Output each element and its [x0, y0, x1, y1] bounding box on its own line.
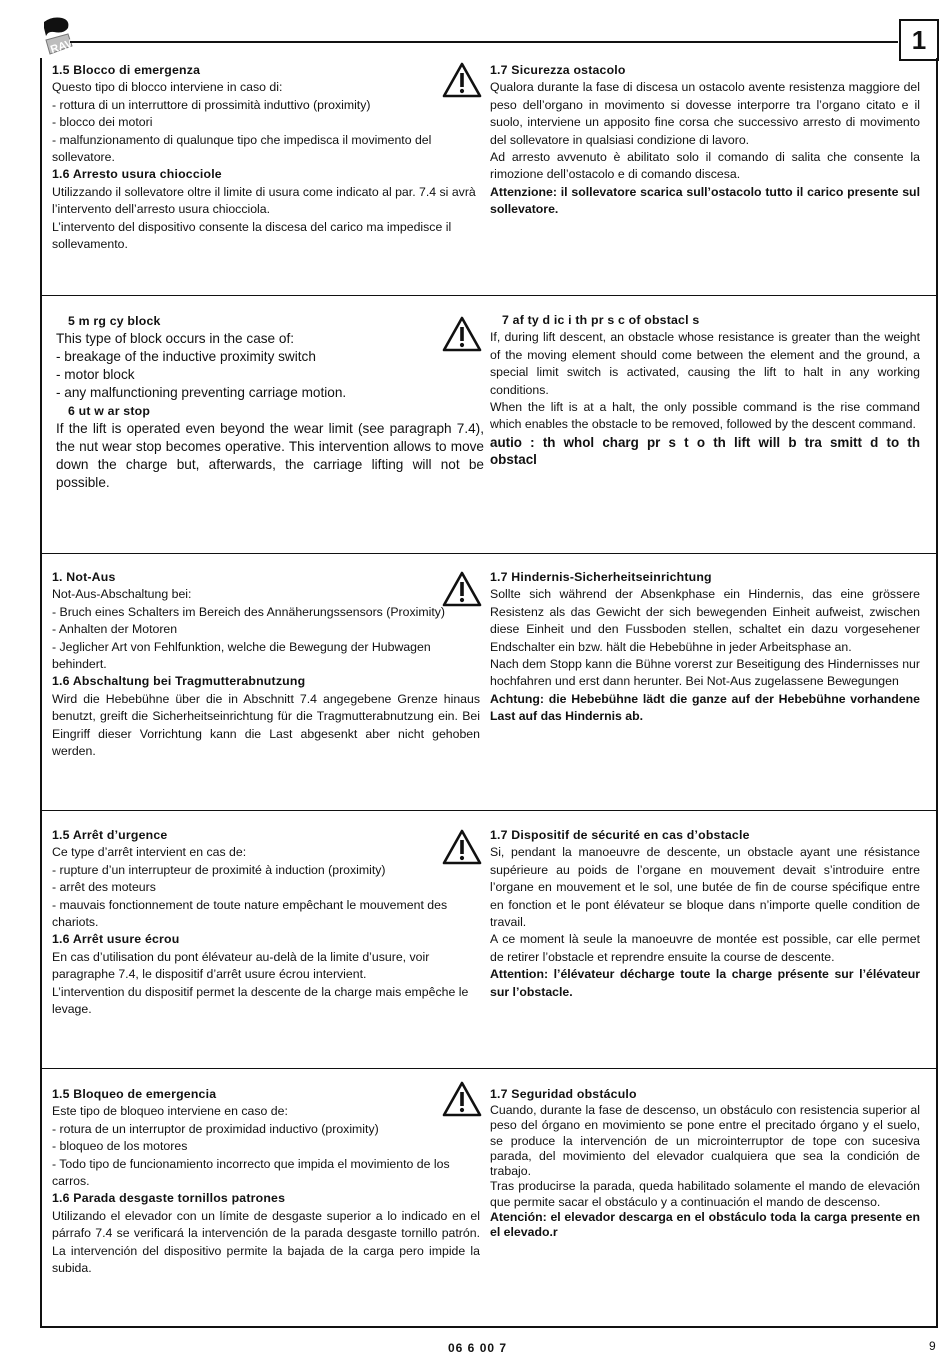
chapter-number-box	[899, 19, 939, 61]
text-line: - Bruch eines Schalters im Bereich des Annäherungssensors (Proximity)	[52, 604, 445, 619]
heading: 1.6 Parada desgaste tornillos patrones	[52, 1191, 286, 1206]
brand-logo-icon	[38, 14, 78, 58]
text-line: - motor block	[56, 367, 135, 382]
text-line: - blocco dei motori	[52, 115, 153, 130]
text-line: - mauvais fonctionnement de toute nature empêchant le mouvement des chariots.	[52, 897, 448, 930]
section-divider	[42, 295, 936, 296]
warning-note: Attention: l’élévateur décharge toute la charge présente sur l’élévateur sur l’obstacle.	[490, 967, 920, 999]
chapter-number: 1	[911, 24, 927, 55]
paragraph: Sollte sich während der Absenkphase ein Hindernis, das eine grössere Resistenz als das Gewicht der sich bewegenden Einheit aufweist, zwischen diese Einheit und den Fussboden stellen, schaltet ein dazu vorgesehener Endschalter ein bzw. hält die Hebebühne in jeder Arbeitsphase an.	[490, 587, 920, 654]
left-column	[52, 827, 480, 1018]
text-line: - rupture d’un interrupteur de proximité à induction (proximity)	[52, 862, 386, 877]
text-line: This type of block occurs in the case of:	[56, 331, 295, 346]
text-line: - malfunzionamento di qualunque tipo che impedisca il movimento del sollevatore.	[52, 132, 432, 165]
section-german	[42, 569, 938, 805]
paragraph: If the lift is operated even beyond the wear limit (see paragraph 7.4), the nut wear stop becomes operative. This intervention allows to move down the charge but, afterwards, the carriage lifting will not be possible.	[56, 421, 484, 490]
section-divider	[42, 1068, 936, 1069]
left-column	[52, 62, 480, 253]
section-spanish	[42, 1086, 938, 1322]
section-french	[42, 827, 938, 1063]
text-line: - rottura di un interruttore di prossimità induttivo (proximity)	[52, 97, 371, 112]
left-column	[52, 1086, 480, 1277]
section-italian	[42, 62, 938, 292]
heading: 1.7 Seguridad obstáculo	[490, 1087, 637, 1101]
warning-note: Achtung: die Hebebühne lädt die ganze auf der Hebebühne vorhandene Last auf das Hindernis ab.	[490, 691, 920, 724]
heading: 1.5 Bloqueo de emergencia	[52, 1087, 217, 1101]
text-line: - bloqueo de los motores	[52, 1139, 188, 1154]
heading: 1.5 Arrêt d’urgence	[52, 828, 168, 842]
heading: 1.6 Arresto usura chiocciole	[52, 167, 222, 182]
heading: 7 af ty d ic i th pr s c of obstacl s	[502, 313, 700, 327]
text-line: - breakage of the inductive proximity switch	[56, 349, 316, 364]
text-line: - arrêt des moteurs	[52, 880, 156, 895]
paragraph: Nach dem Stopp kann die Bühne vorerst zur Beseitigung des Hindernisses nur hochfahren und erst dann herunter. Bei Not-Aus zugelassene Bewegungen	[490, 657, 920, 689]
document-code: 06 6 00 7	[448, 1341, 508, 1355]
paragraph: Utilizando el elevador con un límite de desgaste superior a lo indicado en el párrafo 7.4 se verificará la intervención de la parada desgaste tornillo patrón. La intervención del dispositivo permite la bajada de la carga pero impide la subida.	[52, 1208, 480, 1276]
right-column	[490, 827, 920, 1001]
paragraph: A ce moment là seule la manoeuvre de montée est possible, car elle permet de retirer l’obstacle et reprendre ensuite la course de descente.	[490, 932, 920, 964]
right-column	[490, 312, 920, 469]
text-line: - Anhalten der Motoren	[52, 622, 178, 637]
heading: 1. Not-Aus	[52, 570, 116, 584]
paragraph: When the lift is at a halt, the only possible command is the rise command which enables the obstacle to be removed, followed by the descent command.	[490, 400, 920, 432]
right-column	[490, 1086, 920, 1241]
right-column	[490, 569, 920, 726]
section-divider	[42, 810, 936, 811]
warning-note: Atención: el elevador descarga en el obstáculo toda la carga presente en el elevado.r	[490, 1210, 920, 1240]
paragraph: Wird die Hebebühne über die in Abschnitt 7.4 angegebene Grenze hinaus benutzt, greift die Sicherheitseinrichtung für die Tragmutterabnutzung ein. Bei Eingriff dieser Vorrichtung kann die Last abgesenkt aber nicht gehoben werden.	[52, 691, 480, 759]
heading: 1.6 Abschaltung bei Tragmutterabnutzung	[52, 674, 306, 689]
warning-note: autio : th whol charg pr s t o th lift will b tra smitt d to th obstacl	[490, 434, 920, 468]
section-divider	[42, 553, 936, 554]
left-column	[56, 312, 484, 492]
text-line: Questo tipo di blocco interviene in caso di:	[52, 80, 283, 95]
text-line: Not-Aus-Abschaltung bei:	[52, 587, 192, 602]
text-line: Utilizzando il sollevatore oltre il limite di usura come indicato al par. 7.4 si avrà l’intervento dell’arresto usura chiocciola.	[52, 184, 476, 217]
left-column	[52, 569, 480, 760]
text-line: - rotura de un interruptor de proximidad inductivo (proximity)	[52, 1121, 379, 1136]
warning-note: Attenzione: il sollevatore scarica sull’ostacolo tutto il carico presente sul sollevatore.	[490, 184, 920, 217]
heading: 5 m rg cy block	[68, 314, 161, 328]
paragraph: If, during lift descent, an obstacle whose resistance is greater than the weight of the moving element should come between the element and the ground, a special limit switch is activated, causing the lift to halt in any working conditions.	[490, 330, 920, 397]
text-line: L’intervento del dispositivo consente la discesa del carico ma impedisce il sollevamento.	[52, 219, 452, 252]
content-frame	[40, 58, 938, 1328]
paragraph: Tras producirse la parada, queda habilitado solamente el mando de elevación que permite sacar el obstáculo y a continuación el mando de descenso.	[490, 1179, 920, 1209]
heading: 1.5 Blocco di emergenza	[52, 63, 201, 77]
heading: 1.6 Arrêt usure écrou	[52, 932, 180, 947]
header-rule	[70, 41, 898, 43]
section-english	[42, 312, 938, 548]
heading: 1.7 Dispositif de sécurité en cas d’obstacle	[490, 828, 750, 842]
heading: 1.7 Hindernis-Sicherheitseinrichtung	[490, 570, 712, 584]
paragraph: Cuando, durante la fase de descenso, un obstáculo con resistencia superior al peso del órgano en movimiento se pone entre el precitado órgano y el suelo, se produce la intervención de un microinterruptor de tope con sucesiva parada, del movimiento del elevador cualquiera que sea la condición de trabajo.	[490, 1103, 920, 1179]
text-line: - Jeglicher Art von Fehlfunktion, welche die Bewegung der Hubwagen behindert.	[52, 639, 431, 672]
heading: 1.7 Sicurezza ostacolo	[490, 63, 626, 77]
text-line: - any malfunctioning preventing carriage motion.	[56, 385, 347, 400]
text-line: Ce type d’arrêt intervient en cas de:	[52, 845, 247, 860]
svg-text:RAV: RAV	[49, 37, 75, 57]
text-line: - Todo tipo de funcionamiento incorrecto que impida el movimiento de los carros.	[52, 1156, 450, 1189]
paragraph: Ad arresto avvenuto è abilitato solo il comando di salita che consente la rimozione dell’ostacolo e di comando discesa.	[490, 150, 920, 182]
page-number: 9	[929, 1339, 936, 1353]
text-line: Este tipo de bloqueo interviene en caso de:	[52, 1104, 288, 1119]
right-column	[490, 62, 920, 219]
paragraph: Qualora durante la fase di discesa un ostacolo avente resistenza maggiore del peso dell’organo in movimento si dovesse interporre tra l’organo citato e il suolo, interviene un apposito fine corsa che successivo arresto di movimento del sollevatore in qualsiasi condizione di lavoro.	[490, 80, 920, 147]
heading: 6 ut w ar stop	[68, 404, 151, 418]
paragraph: Si, pendant la manoeuvre de descente, un obstacle ayant une résistance supérieure au poids de l’organe en mouvement devait s’introduire entre l’organe en mouvement et le sol, une butée de fin de course spécifique entre en fonction et le pont élévateur se bloque dans n’importe quelle condition de travail.	[490, 845, 920, 930]
paragraph: En cas d’utilisation du pont élévateur au-delà de la limite d’usure, voir paragraphe 7.4, le dispositif d’arrêt usure écrou intervient.	[52, 949, 430, 982]
paragraph: L’intervention du dispositif permet la descente de la charge mais empêche le levage.	[52, 984, 469, 1017]
